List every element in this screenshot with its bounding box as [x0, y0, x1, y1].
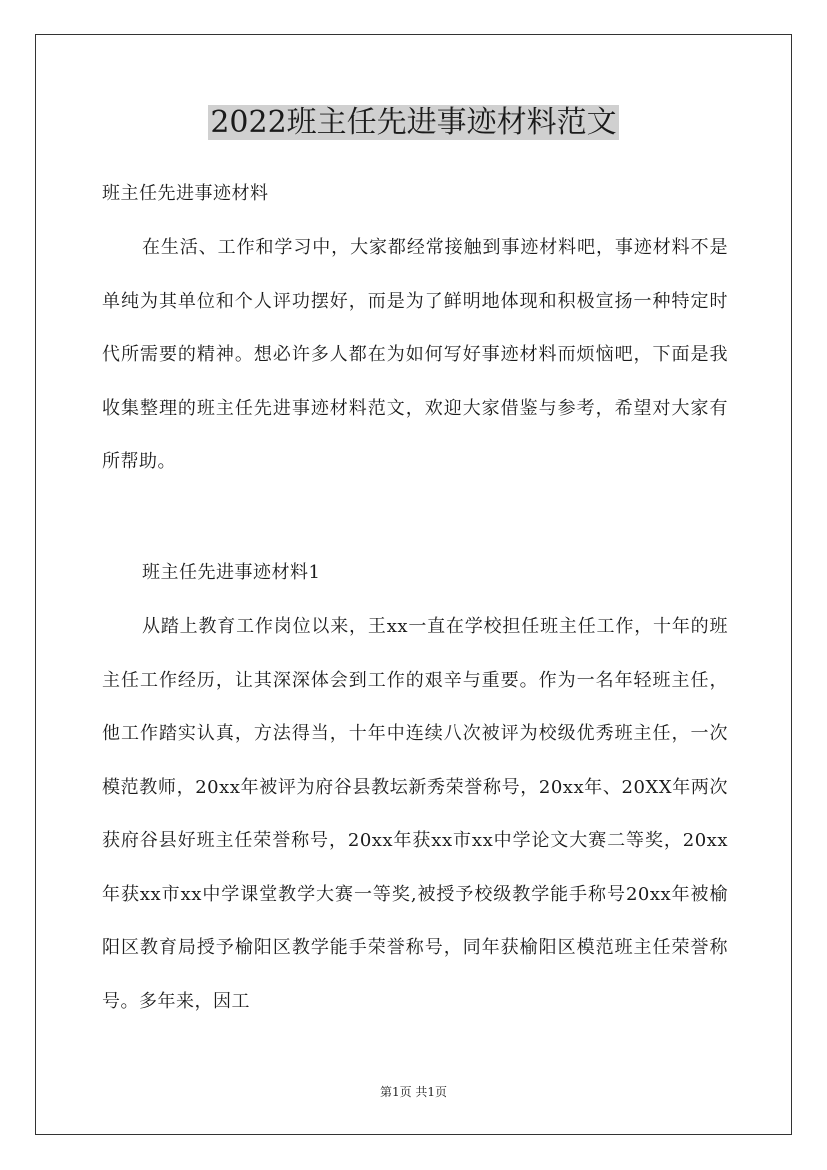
document-subtitle: 班主任先进事迹材料	[102, 183, 269, 204]
section-1-paragraph: 从踏上教育工作岗位以来，王xx一直在学校担任班主任工作，十年的班主任工作经历，让其深深体会到工作的艰辛与重要。作为一名年轻班主任，他工作踏实认真，方法得当，十年中连续八次被评为校级优秀班主任，一次模范教师，20xx年被评为府谷县教坛新秀荣誉称号，20xx年、20XX年两次获府谷县好班主任荣誉称号，20xx年获xx市xx中学论文大赛二等奖，20xx年获xx市xx中学课堂教学大赛一等奖,被授予校级教学能手称号20xx年被榆阳区教育局授予榆阳区教学能手荣誉称号，同年获榆阳区模范班主任荣誉称号。多年来，因工	[102, 616, 728, 1012]
document-title-text: 2022班主任先进事迹材料范文	[210, 105, 617, 140]
section-1-heading: 班主任先进事迹材料1	[142, 562, 321, 583]
intro-paragraph: 在生活、工作和学习中，大家都经常接触到事迹材料吧，事迹材料不是单纯为其单位和个人评功摆好，而是为了鲜明地体现和积极宣扬一种特定时代所需要的精神。想必许多人都在为如何写好事迹材料而烦恼吧，下面是我收集整理的班主任先进事迹材料范文，欢迎大家借鉴与参考，希望对大家有所帮助。	[102, 237, 728, 472]
document-title	[0, 103, 827, 143]
page-number: 第1页 共1页	[379, 1085, 448, 1099]
